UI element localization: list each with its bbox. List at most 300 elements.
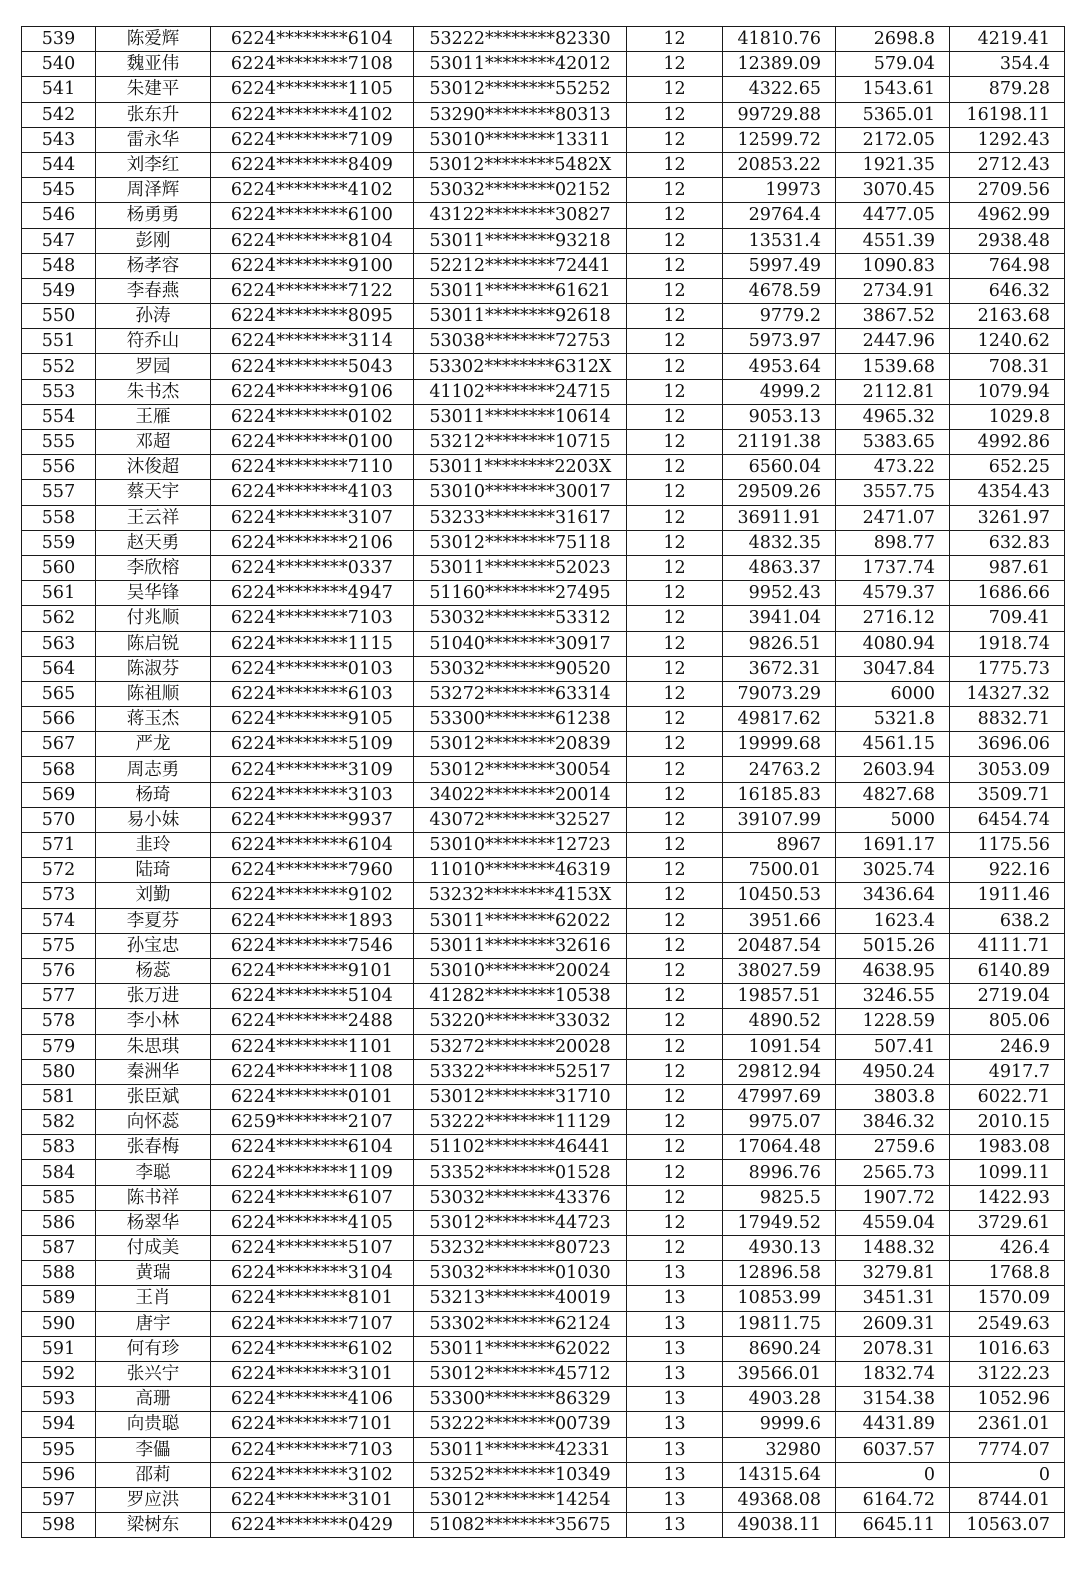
name-cell: 刘勤	[96, 883, 211, 908]
name-cell: 蔡天宇	[96, 480, 211, 505]
bank-account-cell: 6224********4106	[211, 1387, 414, 1412]
bank-account-cell: 6224********3104	[211, 1261, 414, 1286]
amount-c-cell: 1052.96	[950, 1387, 1065, 1412]
amount-b-cell: 2112.81	[836, 379, 950, 404]
amount-b-cell: 5015.26	[836, 933, 950, 958]
amount-c-cell: 646.32	[950, 278, 1065, 303]
row-number-cell: 561	[22, 581, 96, 606]
bank-account-cell: 6224********6104	[211, 1135, 414, 1160]
table-row	[22, 1034, 1065, 1059]
amount-total-cell: 12896.58	[723, 1261, 836, 1286]
table-row	[22, 555, 1065, 580]
bank-account-cell: 6224********0337	[211, 555, 414, 580]
name-cell: 罗园	[96, 354, 211, 379]
id-number-cell: 51082********35675	[414, 1513, 627, 1538]
amount-total-cell: 4678.59	[723, 278, 836, 303]
amount-total-cell: 12599.72	[723, 127, 836, 152]
id-number-cell: 53012********45712	[414, 1361, 627, 1386]
amount-b-cell: 6000	[836, 681, 950, 706]
table-row	[22, 530, 1065, 555]
amount-b-cell: 4477.05	[836, 203, 950, 228]
amount-b-cell: 3279.81	[836, 1261, 950, 1286]
id-number-cell: 53272********63314	[414, 681, 627, 706]
amount-c-cell: 0	[950, 1462, 1065, 1487]
id-number-cell: 53300********86329	[414, 1387, 627, 1412]
bank-account-cell: 6224********7108	[211, 52, 414, 77]
month-count-cell: 12	[627, 102, 723, 127]
row-number-cell: 573	[22, 883, 96, 908]
amount-c-cell: 3729.61	[950, 1210, 1065, 1235]
bank-account-cell: 6224********0429	[211, 1513, 414, 1538]
month-count-cell: 12	[627, 833, 723, 858]
id-number-cell: 53011********62022	[414, 1336, 627, 1361]
amount-b-cell: 1737.74	[836, 555, 950, 580]
row-number-cell: 553	[22, 379, 96, 404]
month-count-cell: 12	[627, 581, 723, 606]
row-number-cell: 570	[22, 807, 96, 832]
table-row	[22, 102, 1065, 127]
row-number-cell: 581	[22, 1084, 96, 1109]
id-number-cell: 53011********52023	[414, 555, 627, 580]
id-number-cell: 53233********31617	[414, 505, 627, 530]
name-cell: 李春燕	[96, 278, 211, 303]
table-row	[22, 1009, 1065, 1034]
amount-b-cell: 3246.55	[836, 984, 950, 1009]
bank-account-cell: 6224********9937	[211, 807, 414, 832]
amount-total-cell: 99729.88	[723, 102, 836, 127]
table-row	[22, 782, 1065, 807]
bank-account-cell: 6224********6104	[211, 833, 414, 858]
row-number-cell: 579	[22, 1034, 96, 1059]
bank-account-cell: 6224********6102	[211, 1336, 414, 1361]
amount-c-cell: 1918.74	[950, 631, 1065, 656]
row-number-cell: 564	[22, 656, 96, 681]
name-cell: 雷永华	[96, 127, 211, 152]
amount-total-cell: 4863.37	[723, 555, 836, 580]
id-number-cell: 41102********24715	[414, 379, 627, 404]
table-row	[22, 505, 1065, 530]
table-row	[22, 1311, 1065, 1336]
bank-account-cell: 6224********1108	[211, 1059, 414, 1084]
id-number-cell: 43072********32527	[414, 807, 627, 832]
bank-account-cell: 6224********5109	[211, 732, 414, 757]
table-row	[22, 933, 1065, 958]
id-number-cell: 53011********2203X	[414, 455, 627, 480]
id-number-cell: 53038********72753	[414, 329, 627, 354]
bank-account-cell: 6224********0101	[211, 1084, 414, 1109]
amount-b-cell: 5383.65	[836, 430, 950, 455]
row-number-cell: 566	[22, 707, 96, 732]
id-number-cell: 53232********80723	[414, 1236, 627, 1261]
amount-b-cell: 579.04	[836, 52, 950, 77]
amount-c-cell: 3509.71	[950, 782, 1065, 807]
month-count-cell: 12	[627, 631, 723, 656]
amount-total-cell: 14315.64	[723, 1462, 836, 1487]
amount-c-cell: 1029.8	[950, 404, 1065, 429]
name-cell: 邵莉	[96, 1462, 211, 1487]
id-number-cell: 53011********42331	[414, 1437, 627, 1462]
row-number-cell: 590	[22, 1311, 96, 1336]
amount-total-cell: 8690.24	[723, 1336, 836, 1361]
amount-total-cell: 8996.76	[723, 1160, 836, 1185]
name-cell: 王雁	[96, 404, 211, 429]
bank-account-cell: 6224********1115	[211, 631, 414, 656]
amount-total-cell: 4953.64	[723, 354, 836, 379]
id-number-cell: 53252********10349	[414, 1462, 627, 1487]
row-number-cell: 559	[22, 530, 96, 555]
row-number-cell: 555	[22, 430, 96, 455]
amount-b-cell: 6645.11	[836, 1513, 950, 1538]
amount-c-cell: 1079.94	[950, 379, 1065, 404]
id-number-cell: 53302********6312X	[414, 354, 627, 379]
amount-b-cell: 0	[836, 1462, 950, 1487]
amount-b-cell: 2565.73	[836, 1160, 950, 1185]
name-cell: 向怀蕊	[96, 1110, 211, 1135]
amount-b-cell: 3025.74	[836, 858, 950, 883]
month-count-cell: 12	[627, 530, 723, 555]
amount-total-cell: 9779.2	[723, 304, 836, 329]
row-number-cell: 571	[22, 833, 96, 858]
name-cell: 付成美	[96, 1236, 211, 1261]
id-number-cell: 53012********20839	[414, 732, 627, 757]
bank-account-cell: 6224********7103	[211, 1437, 414, 1462]
table-row	[22, 253, 1065, 278]
amount-c-cell: 2709.56	[950, 178, 1065, 203]
name-cell: 朱思琪	[96, 1034, 211, 1059]
amount-b-cell: 4638.95	[836, 958, 950, 983]
table-row	[22, 404, 1065, 429]
amount-b-cell: 4559.04	[836, 1210, 950, 1235]
id-number-cell: 53032********01030	[414, 1261, 627, 1286]
amount-c-cell: 632.83	[950, 530, 1065, 555]
name-cell: 李夏芬	[96, 908, 211, 933]
id-number-cell: 53011********32616	[414, 933, 627, 958]
row-number-cell: 591	[22, 1336, 96, 1361]
amount-c-cell: 4917.7	[950, 1059, 1065, 1084]
table-row	[22, 1185, 1065, 1210]
month-count-cell: 12	[627, 1236, 723, 1261]
row-number-cell: 589	[22, 1286, 96, 1311]
name-cell: 王云祥	[96, 505, 211, 530]
bank-account-cell: 6224********1893	[211, 908, 414, 933]
month-count-cell: 12	[627, 656, 723, 681]
amount-b-cell: 1832.74	[836, 1361, 950, 1386]
row-number-cell: 580	[22, 1059, 96, 1084]
amount-total-cell: 39566.01	[723, 1361, 836, 1386]
name-cell: 沐俊超	[96, 455, 211, 480]
amount-c-cell: 764.98	[950, 253, 1065, 278]
amount-b-cell: 2447.96	[836, 329, 950, 354]
month-count-cell: 12	[627, 782, 723, 807]
month-count-cell: 12	[627, 1160, 723, 1185]
bank-account-cell: 6224********1109	[211, 1160, 414, 1185]
table-row	[22, 1513, 1065, 1538]
amount-total-cell: 9825.5	[723, 1185, 836, 1210]
bank-account-cell: 6224********5107	[211, 1236, 414, 1261]
amount-c-cell: 2361.01	[950, 1412, 1065, 1437]
amount-total-cell: 6560.04	[723, 455, 836, 480]
amount-total-cell: 38027.59	[723, 958, 836, 983]
month-count-cell: 12	[627, 278, 723, 303]
row-number-cell: 543	[22, 127, 96, 152]
amount-total-cell: 4832.35	[723, 530, 836, 555]
bank-account-cell: 6224********4105	[211, 1210, 414, 1235]
amount-b-cell: 3846.32	[836, 1110, 950, 1135]
month-count-cell: 12	[627, 958, 723, 983]
id-number-cell: 51102********46441	[414, 1135, 627, 1160]
amount-total-cell: 19999.68	[723, 732, 836, 757]
table-row	[22, 1210, 1065, 1235]
row-number-cell: 575	[22, 933, 96, 958]
month-count-cell: 12	[627, 430, 723, 455]
amount-c-cell: 3122.23	[950, 1361, 1065, 1386]
bank-account-cell: 6224********5104	[211, 984, 414, 1009]
month-count-cell: 12	[627, 908, 723, 933]
amount-c-cell: 805.06	[950, 1009, 1065, 1034]
amount-total-cell: 8967	[723, 833, 836, 858]
name-cell: 李小林	[96, 1009, 211, 1034]
row-number-cell: 593	[22, 1387, 96, 1412]
table-row	[22, 883, 1065, 908]
bank-account-cell: 6224********6107	[211, 1185, 414, 1210]
amount-c-cell: 709.41	[950, 606, 1065, 631]
id-number-cell: 53010********12723	[414, 833, 627, 858]
amount-total-cell: 19857.51	[723, 984, 836, 1009]
id-number-cell: 53302********62124	[414, 1311, 627, 1336]
row-number-cell: 577	[22, 984, 96, 1009]
table-row	[22, 329, 1065, 354]
bank-account-cell: 6224********4947	[211, 581, 414, 606]
bank-account-cell: 6224********3109	[211, 757, 414, 782]
amount-b-cell: 1543.61	[836, 77, 950, 102]
id-number-cell: 53011********61621	[414, 278, 627, 303]
amount-c-cell: 638.2	[950, 908, 1065, 933]
amount-b-cell: 2172.05	[836, 127, 950, 152]
bank-account-cell: 6224********2106	[211, 530, 414, 555]
table-row	[22, 203, 1065, 228]
name-cell: 陈启锐	[96, 631, 211, 656]
amount-c-cell: 8744.01	[950, 1487, 1065, 1512]
amount-total-cell: 49817.62	[723, 707, 836, 732]
name-cell: 彭刚	[96, 228, 211, 253]
name-cell: 唐宇	[96, 1311, 211, 1336]
table-row	[22, 379, 1065, 404]
amount-total-cell: 39107.99	[723, 807, 836, 832]
amount-total-cell: 29764.4	[723, 203, 836, 228]
month-count-cell: 12	[627, 933, 723, 958]
bank-account-cell: 6224********5043	[211, 354, 414, 379]
amount-b-cell: 3557.75	[836, 480, 950, 505]
bank-account-cell: 6224********4103	[211, 480, 414, 505]
bank-account-cell: 6224********7122	[211, 278, 414, 303]
amount-c-cell: 4354.43	[950, 480, 1065, 505]
bank-account-cell: 6224********7101	[211, 1412, 414, 1437]
amount-total-cell: 9975.07	[723, 1110, 836, 1135]
row-number-cell: 545	[22, 178, 96, 203]
table-row	[22, 228, 1065, 253]
month-count-cell: 12	[627, 732, 723, 757]
amount-total-cell: 10853.99	[723, 1286, 836, 1311]
name-cell: 吴华锋	[96, 581, 211, 606]
bank-account-cell: 6224********8104	[211, 228, 414, 253]
name-cell: 陆琦	[96, 858, 211, 883]
month-count-cell: 13	[627, 1513, 723, 1538]
month-count-cell: 13	[627, 1462, 723, 1487]
table-row	[22, 681, 1065, 706]
name-cell: 蒋玉杰	[96, 707, 211, 732]
month-count-cell: 12	[627, 480, 723, 505]
month-count-cell: 12	[627, 1185, 723, 1210]
row-number-cell: 574	[22, 908, 96, 933]
id-number-cell: 11010********46319	[414, 858, 627, 883]
amount-total-cell: 13531.4	[723, 228, 836, 253]
table-row	[22, 77, 1065, 102]
amount-c-cell: 1768.8	[950, 1261, 1065, 1286]
month-count-cell: 12	[627, 984, 723, 1009]
name-cell: 秦洲华	[96, 1059, 211, 1084]
amount-b-cell: 4579.37	[836, 581, 950, 606]
table-row	[22, 1110, 1065, 1135]
month-count-cell: 12	[627, 77, 723, 102]
amount-c-cell: 3053.09	[950, 757, 1065, 782]
amount-b-cell: 2609.31	[836, 1311, 950, 1336]
id-number-cell: 41282********10538	[414, 984, 627, 1009]
amount-c-cell: 4992.86	[950, 430, 1065, 455]
amount-c-cell: 1983.08	[950, 1135, 1065, 1160]
bank-account-cell: 6224********3102	[211, 1462, 414, 1487]
row-number-cell: 552	[22, 354, 96, 379]
name-cell: 杨琦	[96, 782, 211, 807]
row-number-cell: 572	[22, 858, 96, 883]
bank-account-cell: 6224********8101	[211, 1286, 414, 1311]
amount-c-cell: 1099.11	[950, 1160, 1065, 1185]
table-row	[22, 1236, 1065, 1261]
month-count-cell: 12	[627, 757, 723, 782]
id-number-cell: 53011********10614	[414, 404, 627, 429]
month-count-cell: 12	[627, 52, 723, 77]
amount-c-cell: 4962.99	[950, 203, 1065, 228]
row-number-cell: 594	[22, 1412, 96, 1437]
row-number-cell: 567	[22, 732, 96, 757]
amount-b-cell: 5321.8	[836, 707, 950, 732]
table-body	[22, 27, 1065, 1538]
row-number-cell: 539	[22, 27, 96, 52]
amount-total-cell: 49038.11	[723, 1513, 836, 1538]
amount-total-cell: 19811.75	[723, 1311, 836, 1336]
amount-b-cell: 4080.94	[836, 631, 950, 656]
id-number-cell: 53012********75118	[414, 530, 627, 555]
name-cell: 杨勇勇	[96, 203, 211, 228]
amount-b-cell: 898.77	[836, 530, 950, 555]
amount-b-cell: 1623.4	[836, 908, 950, 933]
id-number-cell: 53011********93218	[414, 228, 627, 253]
amount-b-cell: 6164.72	[836, 1487, 950, 1512]
amount-b-cell: 507.41	[836, 1034, 950, 1059]
amount-total-cell: 41810.76	[723, 27, 836, 52]
bank-account-cell: 6224********9101	[211, 958, 414, 983]
month-count-cell: 12	[627, 1210, 723, 1235]
amount-b-cell: 5000	[836, 807, 950, 832]
id-number-cell: 53010********20024	[414, 958, 627, 983]
row-number-cell: 554	[22, 404, 96, 429]
month-count-cell: 12	[627, 379, 723, 404]
id-number-cell: 53212********10715	[414, 430, 627, 455]
row-number-cell: 556	[22, 455, 96, 480]
table-row	[22, 354, 1065, 379]
month-count-cell: 12	[627, 253, 723, 278]
amount-b-cell: 4431.89	[836, 1412, 950, 1437]
name-cell: 严龙	[96, 732, 211, 757]
amount-total-cell: 7500.01	[723, 858, 836, 883]
amount-c-cell: 2719.04	[950, 984, 1065, 1009]
bank-account-cell: 6224********2488	[211, 1009, 414, 1034]
name-cell: 李聪	[96, 1160, 211, 1185]
bank-account-cell: 6224********3101	[211, 1487, 414, 1512]
row-number-cell: 597	[22, 1487, 96, 1512]
month-count-cell: 12	[627, 1084, 723, 1109]
amount-c-cell: 2163.68	[950, 304, 1065, 329]
amount-total-cell: 9952.43	[723, 581, 836, 606]
month-count-cell: 12	[627, 329, 723, 354]
row-number-cell: 563	[22, 631, 96, 656]
amount-b-cell: 2471.07	[836, 505, 950, 530]
name-cell: 杨蕊	[96, 958, 211, 983]
row-number-cell: 569	[22, 782, 96, 807]
id-number-cell: 53222********00739	[414, 1412, 627, 1437]
table-row	[22, 757, 1065, 782]
bank-account-cell: 6224********6104	[211, 27, 414, 52]
name-cell: 邓超	[96, 430, 211, 455]
amount-total-cell: 36911.91	[723, 505, 836, 530]
month-count-cell: 12	[627, 178, 723, 203]
id-number-cell: 53300********61238	[414, 707, 627, 732]
amount-total-cell: 20487.54	[723, 933, 836, 958]
month-count-cell: 12	[627, 1009, 723, 1034]
amount-b-cell: 2716.12	[836, 606, 950, 631]
table-row	[22, 984, 1065, 1009]
amount-b-cell: 3451.31	[836, 1286, 950, 1311]
name-cell: 李欣榕	[96, 555, 211, 580]
month-count-cell: 12	[627, 505, 723, 530]
table-row	[22, 1361, 1065, 1386]
amount-total-cell: 16185.83	[723, 782, 836, 807]
amount-total-cell: 3672.31	[723, 656, 836, 681]
month-count-cell: 12	[627, 404, 723, 429]
row-number-cell: 550	[22, 304, 96, 329]
table-row	[22, 1412, 1065, 1437]
month-count-cell: 12	[627, 1135, 723, 1160]
month-count-cell: 13	[627, 1311, 723, 1336]
id-number-cell: 53290********80313	[414, 102, 627, 127]
name-cell: 韭玲	[96, 833, 211, 858]
id-number-cell: 53012********31710	[414, 1084, 627, 1109]
name-cell: 张臣斌	[96, 1084, 211, 1109]
amount-total-cell: 5997.49	[723, 253, 836, 278]
amount-c-cell: 1016.63	[950, 1336, 1065, 1361]
row-number-cell: 578	[22, 1009, 96, 1034]
table-row	[22, 1286, 1065, 1311]
amount-c-cell: 10563.07	[950, 1513, 1065, 1538]
amount-total-cell: 4999.2	[723, 379, 836, 404]
name-cell: 符乔山	[96, 329, 211, 354]
month-count-cell: 12	[627, 807, 723, 832]
table-row	[22, 1437, 1065, 1462]
bank-account-cell: 6224********3103	[211, 782, 414, 807]
amount-b-cell: 2603.94	[836, 757, 950, 782]
row-number-cell: 557	[22, 480, 96, 505]
amount-total-cell: 79073.29	[723, 681, 836, 706]
table-row	[22, 958, 1065, 983]
